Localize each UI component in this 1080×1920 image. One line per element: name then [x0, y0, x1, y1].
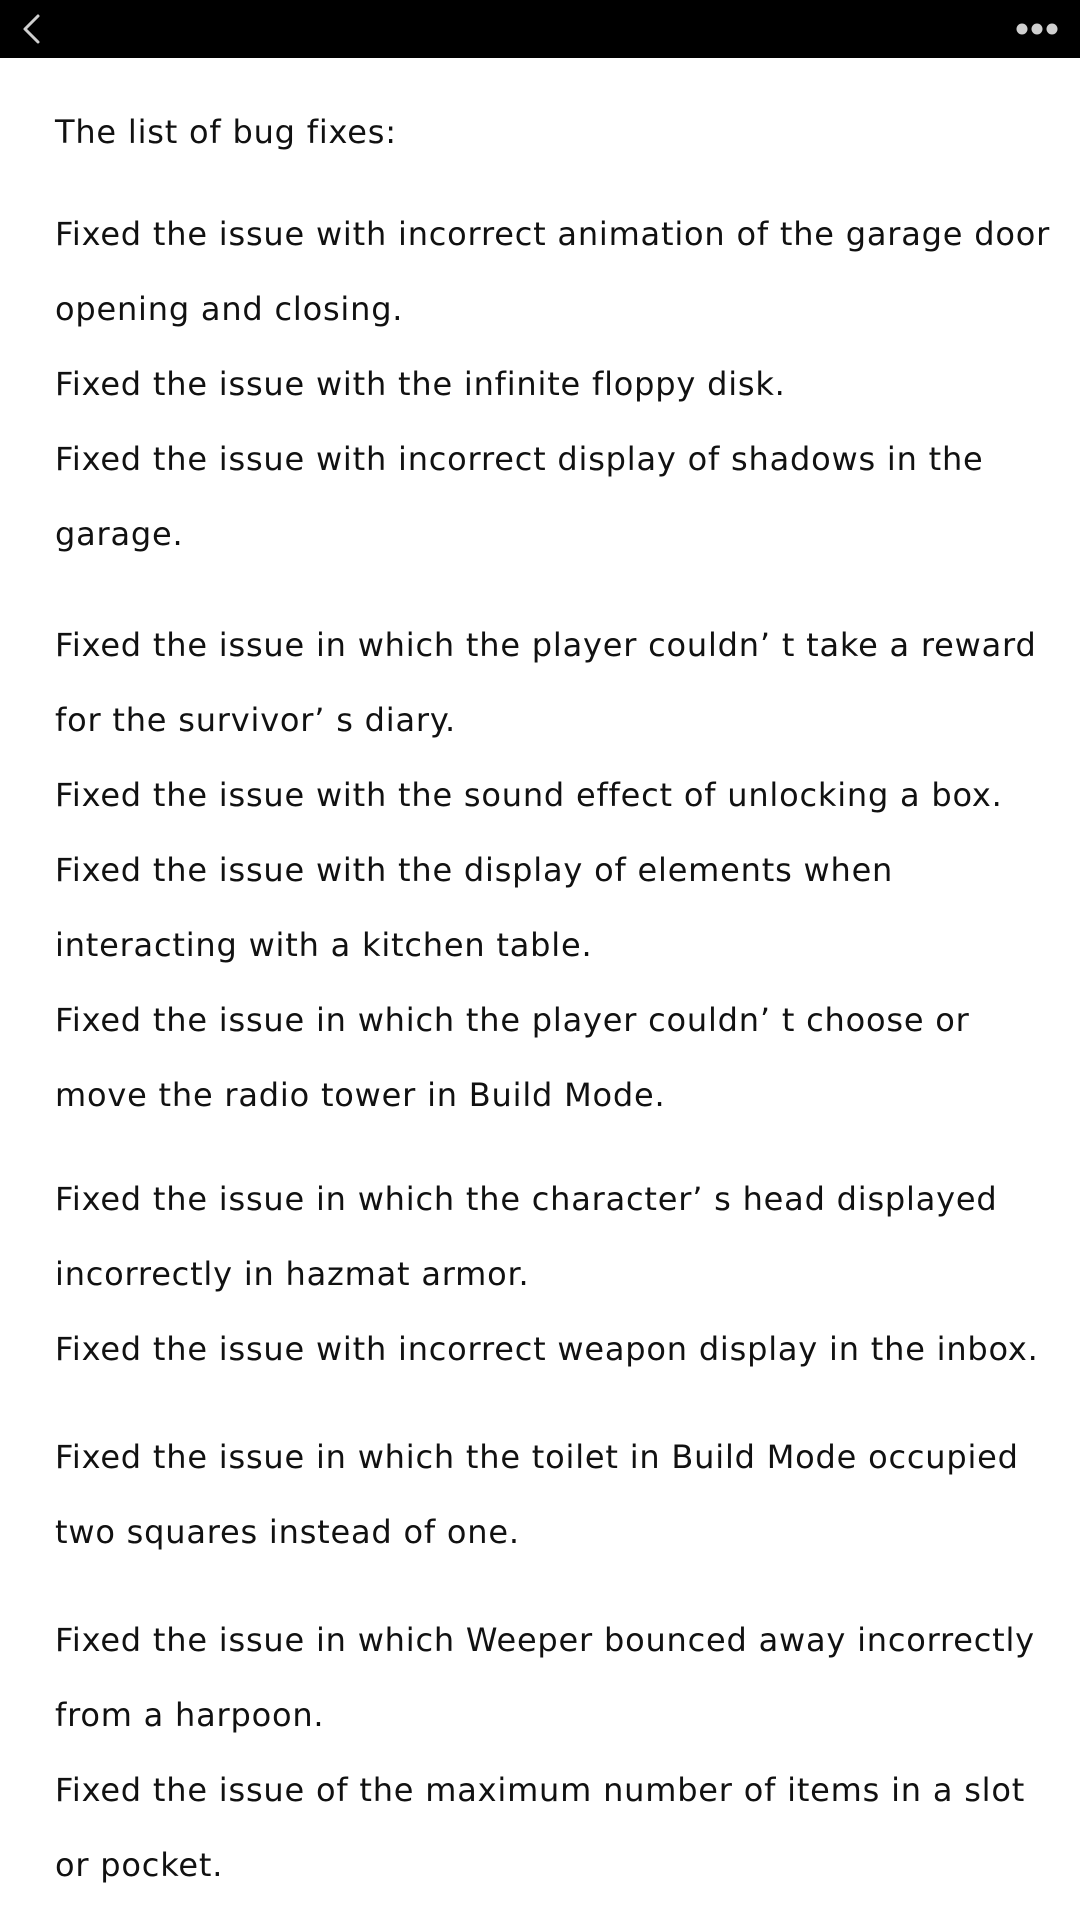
- article-line: or pocket.: [55, 1846, 224, 1884]
- article-line: Fixed the issue in which Weeper bounced away incorrectly: [55, 1621, 1035, 1659]
- article-line: two squares instead of one.: [55, 1513, 520, 1551]
- article-line: Fixed the issue in which the character’ s head displayed: [55, 1180, 998, 1218]
- article-line: Fixed the issue with the infinite floppy disk.: [55, 365, 786, 403]
- back-button[interactable]: [10, 8, 54, 50]
- top-toolbar: [0, 0, 1080, 58]
- article-line: Fixed the issue with incorrect weapon display in the inbox.: [55, 1330, 1039, 1368]
- article-line: move the radio tower in Build Mode.: [55, 1076, 666, 1114]
- chevron-left-icon: [20, 12, 44, 46]
- article-line: garage.: [55, 515, 184, 553]
- article-line: Fixed the issue with incorrect display of shadows in the: [55, 440, 984, 478]
- article-line: opening and closing.: [55, 290, 404, 328]
- article-line: Fixed the issue of the maximum number of items in a slot: [55, 1771, 1026, 1809]
- article-line: interacting with a kitchen table.: [55, 926, 593, 964]
- article-line: for the survivor’ s diary.: [55, 701, 456, 739]
- article-line: Fixed the issue with incorrect animation of the garage door: [55, 215, 1051, 253]
- article-line: incorrectly in hazmat armor.: [55, 1255, 530, 1293]
- article-line: Fixed the issue in which the player couldn’ t choose or: [55, 1001, 970, 1039]
- more-dots-icon: [1015, 22, 1059, 36]
- article-line: Fixed the issue in which the toilet in Build Mode occupied: [55, 1438, 1019, 1476]
- article-line: from a harpoon.: [55, 1696, 325, 1734]
- article-line: Fixed the issue with the display of elements when: [55, 851, 894, 889]
- article-line: Fixed the issue with the sound effect of unlocking a box.: [55, 776, 1003, 814]
- article-line: Fixed the issue in which the player couldn’ t take a reward: [55, 626, 1037, 664]
- more-options-button[interactable]: [1012, 12, 1062, 46]
- article-heading: The list of bug fixes:: [55, 113, 397, 151]
